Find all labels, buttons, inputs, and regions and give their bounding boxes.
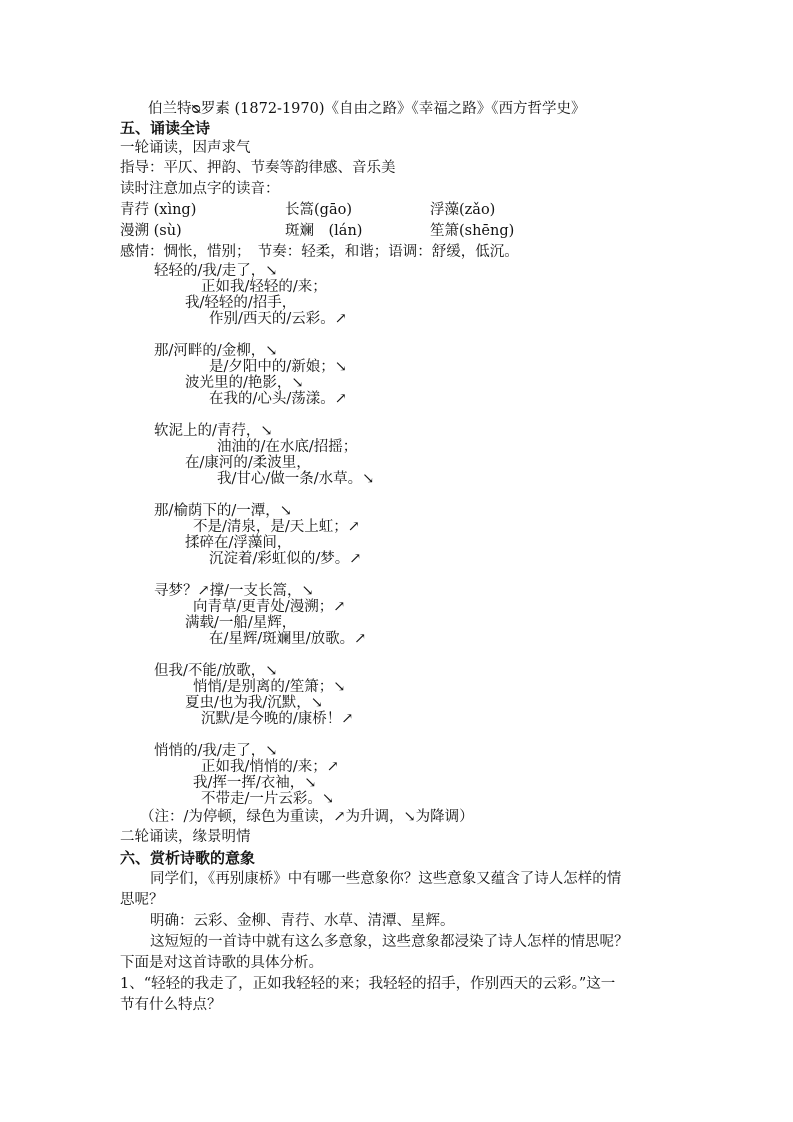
pronunciation-row-1 [120,203,495,218]
poem-line: 波光里的/艳影，↘ [185,375,304,391]
poem-line: 我/甘心/做一条/水草。↘ [217,471,375,487]
paragraph-line: 同学们，《再别康桥》中有哪一些意象你？这些意象又蕴含了诗人怎样的情 [150,871,622,887]
paragraph-line: 下面是对这首诗歌的具体分析。 [120,955,323,971]
poem-line: 沉淀着/彩虹似的/梦。↗ [209,551,362,567]
pron-item: 斑斓 (lán) [285,223,363,239]
intro-line: 伯兰特ᴓ罗素 (1872-1970)《自由之路》《幸福之路》《西方哲学史》 [148,101,586,117]
poem-line: 作别/西天的/云彩。↗ [209,311,347,327]
poem-line: 在/康河的/柔波里， [185,455,311,471]
poem-line: 软泥上的/青荇，↘ [154,423,273,439]
pron-item: 浮藻(zǎo) [430,202,496,218]
paragraph-line: 思呢？ [120,892,164,908]
question-line: 节有什么特点？ [120,997,222,1013]
poem-line: 揉碎在/浮藻间， [185,535,292,551]
section-5-heading: 五、诵读全诗 [120,119,211,137]
poem-line: 不带走/一片云彩。↘ [201,791,335,807]
poem-line: 悄悄的/我/走了，↘ [154,743,278,759]
emotion-line: 感情：惆怅，惜别； 节奏：轻柔，和谐；语调：舒缓，低沉。 [120,244,519,260]
poem-line: 悄悄/是别离的/笙箫；↘ [193,679,346,695]
poem-note: （注：/为停顿，绿色为重读，↗为升调，↘为降调） [140,809,474,825]
poem-line: 但我/不能/放歌，↘ [154,663,278,679]
poem-line: 寻梦？↗撑/一支长篙，↘ [154,583,314,599]
poem-line: 油油的/在水底/招摇； [217,439,358,455]
poem-line: 那/河畔的/金柳，↘ [154,343,278,359]
pron-item: 笙箫(shēng) [430,223,515,239]
pronunciation-row-2 [120,224,514,239]
poem-line: 那/榆荫下的/一潭，↘ [154,503,292,519]
section-6-heading: 六、赏析诗歌的意象 [120,849,256,867]
poem-line: 向青草/更青处/漫溯；↗ [193,599,346,615]
question-line: 1、“轻轻的我走了，正如我轻轻的来；我轻轻的招手，作别西天的云彩。”这一 [120,976,616,992]
poem-line: 是/夕阳中的/新娘；↘ [209,359,347,375]
poem-line: 我/轻轻的/招手， [185,295,297,311]
pron-item: 长篙(gāo) [285,202,352,218]
poem-line: 在/星辉/斑斓里/放歌。↗ [209,631,367,647]
poem-line: 满载/一船/星辉， [185,615,297,631]
poem-line: 沉默/是今晚的/康桥！↗ [201,711,354,727]
poem-line: 正如我/悄悄的/来；↗ [201,759,339,775]
poem-line: 在我的/心头/荡漾。↗ [209,391,347,407]
pron-item: 漫溯 (sù) [120,223,182,239]
guidance-line: 指导：平仄、押韵、节奏等韵律感、音乐美 [120,160,396,176]
round-2-line: 二轮诵读，缘景明情 [120,829,251,845]
poem-line: 轻轻的/我/走了，↘ [154,263,278,279]
poem-line: 不是/清泉，是/天上虹；↗ [193,519,360,535]
paragraph-line: 这短短的一首诗中就有这么多意象，这些意象都浸染了诗人怎样的情思呢？ [150,934,629,950]
round-1-line: 一轮诵读，因声求气 [120,140,251,156]
paragraph-line: 明确：云彩、金柳、青荇、水草、清潭、星辉。 [150,913,455,929]
poem-line: 正如我/轻轻的/来； [201,279,327,295]
pron-item: 青荇 (xìng) [120,202,197,218]
pronunciation-intro: 读时注意加点字的读音： [120,181,280,197]
poem-line: 我/挥一挥/衣袖，↘ [193,775,317,791]
poem-line: 夏虫/也为我/沉默，↘ [185,695,323,711]
